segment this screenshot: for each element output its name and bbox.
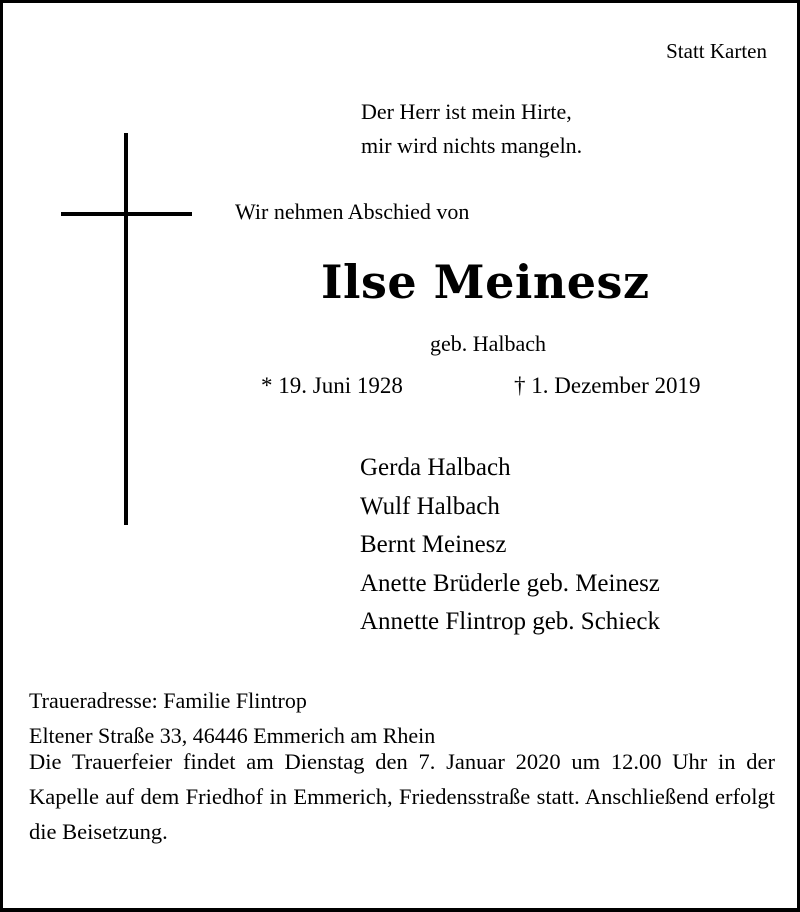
death-date: † 1. Dezember 2019 [514, 373, 701, 398]
mourner: Wulf Halbach [360, 492, 500, 520]
mourner: Gerda Halbach [360, 454, 511, 481]
header-statt-karten: Statt Karten [666, 39, 767, 63]
mourning-address [29, 683, 435, 753]
ceremony-details: Die Trauerfeier findet am Dienstag den 7. Januar 2020 um 12.00 Uhr in der Kapelle auf dem Friedhof in Emmerich, Friedensstraße statt. Anschließend erfolgt die Beisetzung. [29, 749, 775, 844]
mourner: Anette Brüderle geb. Meinesz [360, 569, 660, 597]
address-line-1: Traueradresse: Familie Flintrop [29, 688, 307, 713]
deceased-name: Ilse Meinesz [321, 255, 650, 309]
mourners-list [360, 449, 660, 642]
cross-horizontal-bar [61, 212, 192, 216]
psalm-line-2: mir wird nichts mangeln. [361, 133, 583, 158]
birth-date: * 19. Juni 1928 [261, 373, 403, 398]
maiden-name: geb. Halbach [430, 331, 547, 356]
psalm-verse [361, 95, 582, 163]
cross-vertical-bar [124, 133, 128, 525]
farewell-line: Wir nehmen Abschied von [235, 199, 470, 224]
address-line-2: Eltener Straße 33, 46446 Emmerich am Rhein [29, 723, 436, 748]
psalm-line-1: Der Herr ist mein Hirte, [361, 99, 572, 124]
mourner: Bernt Meinesz [360, 531, 507, 558]
mourner: Annette Flintrop geb. Schieck [360, 608, 660, 635]
